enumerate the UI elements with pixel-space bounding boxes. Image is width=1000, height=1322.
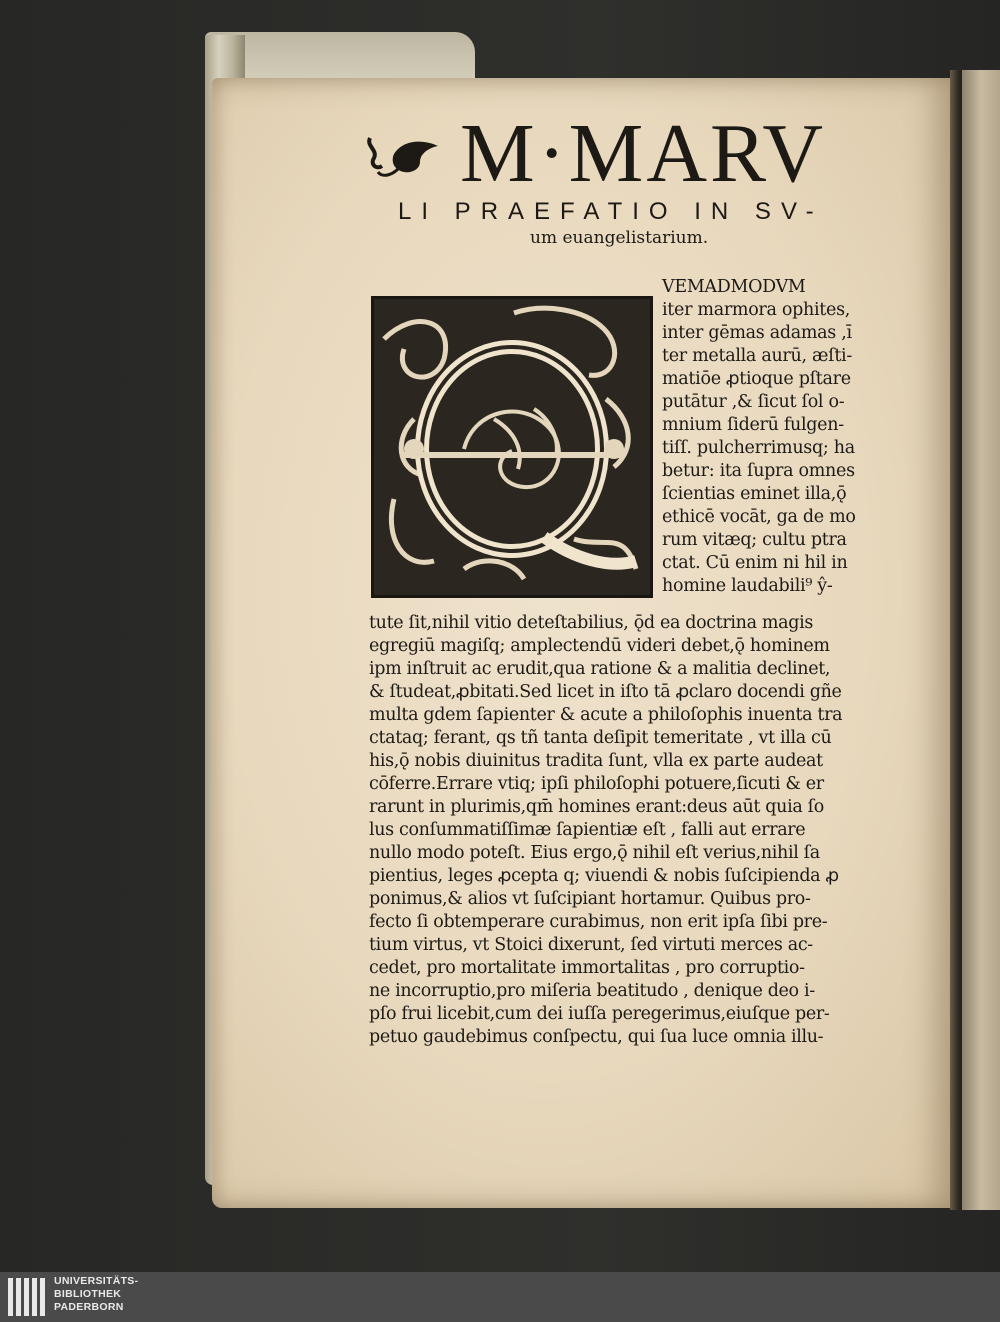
text-line: & ſtudeat,ꝓbitati.Sed licet in iſto tā ꝓclaro docendi gñe [369,682,842,702]
paragraph-body [369,612,869,1049]
text-line: tute ſit,nihil vitio deteſtabilius, ǭd ea doctrina magis [369,613,813,633]
text-line: tium virtus, vt Stoici dixerunt, ſed virtuti merces ac- [369,935,813,955]
library-logo-line: BIBLIOTHEK [54,1288,122,1300]
text-line: rum vitæq; cultu ptra [662,530,847,550]
text-line: matiōe ꝓtioque pſtare [662,369,851,389]
text-line: ctataq; ferant, qs tñ tanta deſipit temeritate , vt illa cū [369,728,832,748]
facing-page-edge [962,70,1000,1210]
foliate-ornament-icon [374,299,650,595]
text-line: his,ǭ nobis diuinitus tradita ſunt, vlla ex parte audeat [369,751,823,771]
text-line: cedet, pro mortalitate immortalitas , pro corruptio- [369,958,805,978]
text-line: multa gdem ſapienter & acute a philoſophis inuenta tra [369,705,843,725]
library-logo-line: UNIVERSITÄTS- [54,1275,139,1287]
library-logo-text [54,1275,138,1314]
text-line: ipm inſtruit ac erudit,qua ratione & a malitia declinet, [369,659,831,679]
title-subheading: LI PRAEFATIO IN SV- [398,198,824,225]
decorated-initial [371,296,653,598]
text-line: lus conſummatiſſimæ ſapientiæ eſt , falli aut errare [369,820,806,840]
text-line: ponimus,& alios vt ſuſcipiant hortamur. Quibus pro- [369,889,811,909]
text-line: petuo gaudebimus conſpectu, qui ſua luce omnia illu- [369,1027,824,1047]
text-line: inter gēmas adamas ,ī [662,323,852,343]
text-line: pſo frui licebit,cum dei iuſſa peregerimus,eiuſque per- [369,1004,830,1024]
fleuron-ornament-icon [364,124,444,186]
text-line: pientius, leges ꝓcepta q; viuendi & nobis ſuſcipienda ꝓ [369,866,839,886]
text-line: ſcientias eminet illa,ǭ [662,484,847,504]
text-line: ter metalla aurū, æſti- [662,346,852,366]
library-logo-icon [6,1276,50,1318]
text-line: putātur ,& ſicut ſol o- [662,392,845,412]
paragraph-opening-lines [662,276,872,598]
text-line: ethicē vocāt, ga de mo [662,507,856,527]
text-line: ctat. Cū enim ni hil in [662,553,848,573]
text-line: fecto ſi obtemperare curabimus, non erit ipſa ſibi pre- [369,912,828,932]
text-line: nullo modo poteſt. Eius ergo,ǭ nihil eſt verius,nihil ſa [369,843,820,863]
title-heading: M·MARV [460,107,826,200]
text-line: homine laudabili⁹ ŷ- [662,576,833,596]
text-line: mnium ſiderū fulgen- [662,415,844,435]
text-line: VEMADMODVM [662,277,806,297]
library-footer-bar [0,1272,1000,1322]
text-line: ne incorruptio,pro miſeria beatitudo , denique deo i- [369,981,815,1001]
text-line: iter marmora ophites, [662,300,851,320]
library-logo-line: PADERBORN [54,1301,124,1313]
text-line: tiſſ. pulcherrimusq; ha [662,438,855,458]
text-line: cōferre.Errare vtiq; ipſi philoſophi potuere,ſicuti & er [369,774,824,794]
text-line: rarunt in plurimis,qm̄ homines erant:deus aūt quia ſo [369,797,824,817]
text-line: egregiū magiſq; amplectendū videri debet,ǭ hominem [369,636,830,656]
title-subheading-continued: um euangelistarium. [530,228,709,248]
text-line: betur: ita ſupra omnes [662,461,855,481]
